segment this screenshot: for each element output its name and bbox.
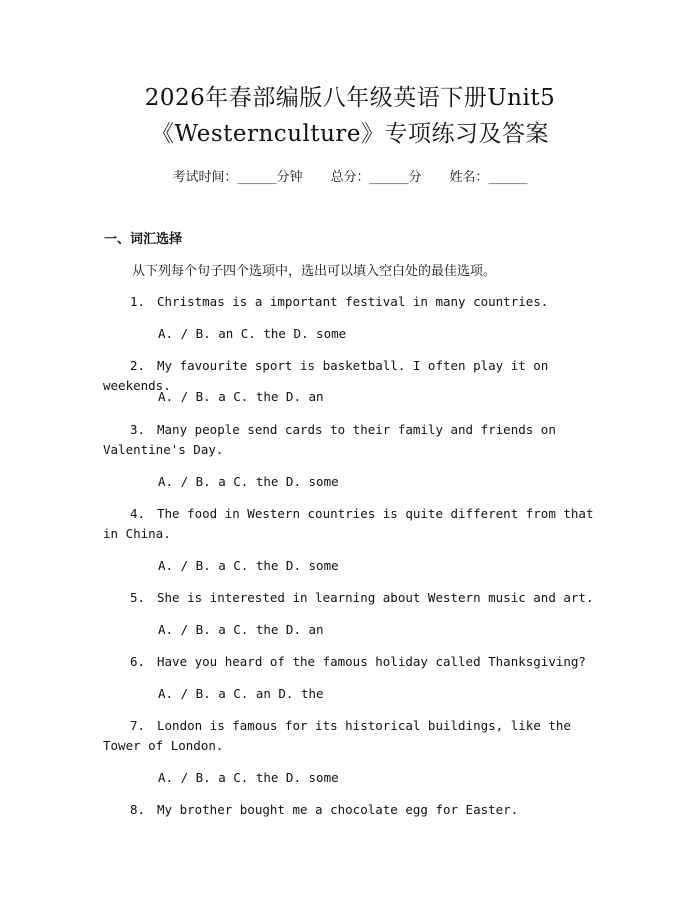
exam-meta: [0, 168, 700, 188]
section-instruction: 从下列每个句子四个选项中，选出可以填入空白处的最佳选项。: [132, 264, 497, 279]
question-7-options: A. / B. a C. the D. some: [158, 770, 339, 785]
page-title-line-2: 《Westernculture》专项练习及答案: [150, 121, 550, 147]
question-6-options: A. / B. a C. an D. the: [158, 686, 324, 701]
question-3-options: A. / B. a C. the D. some: [158, 474, 339, 489]
question-text: My brother bought me a chocolate egg for Easter.: [157, 802, 519, 817]
question-2-options: A. / B. a C. the D. an: [158, 389, 324, 404]
question-text: Have you heard of the famous holiday called Thanksgiving?: [157, 654, 586, 669]
question-1: [103, 292, 603, 312]
question-1-options: A. / B. an C. the D. some: [158, 326, 347, 341]
question-3: [103, 420, 603, 460]
question-number: 8.: [130, 802, 146, 817]
question-number: 3.: [130, 422, 146, 437]
question-8: [103, 800, 603, 820]
question-number: 4.: [130, 506, 146, 521]
question-text: My favourite sport is basketball. I often play it on weekends.: [103, 358, 549, 393]
question-text: She is interested in learning about Western music and art.: [157, 590, 594, 605]
question-5: [103, 588, 603, 608]
question-number: 6.: [130, 654, 146, 669]
question-number: 1.: [130, 294, 146, 309]
question-text: London is famous for its historical buildings, like the Tower of London.: [103, 718, 571, 753]
question-number: 2.: [130, 358, 146, 373]
question-6: [103, 652, 603, 672]
total-score-field: 总分：______分: [330, 170, 422, 185]
question-5-options: A. / B. a C. the D. an: [158, 622, 324, 637]
question-4: [103, 504, 603, 544]
question-7: [103, 716, 603, 756]
exam-time-field: 考试时间：______分钟: [172, 170, 303, 185]
question-number: 5.: [130, 590, 146, 605]
question-text: The food in Western countries is quite different from that in China.: [103, 506, 594, 541]
section-heading-vocabulary: 一、词汇选择: [104, 232, 183, 247]
question-4-options: A. / B. a C. the D. some: [158, 558, 339, 573]
question-text: Christmas is a important festival in many countries.: [157, 294, 549, 309]
question-number: 7.: [130, 718, 146, 733]
page-title-line-1: 2026年春部编版八年级英语下册Unit5: [144, 85, 556, 111]
student-name-field: 姓名：______: [449, 170, 528, 185]
question-text: Many people send cards to their family and friends on Valentine's Day.: [103, 422, 556, 457]
